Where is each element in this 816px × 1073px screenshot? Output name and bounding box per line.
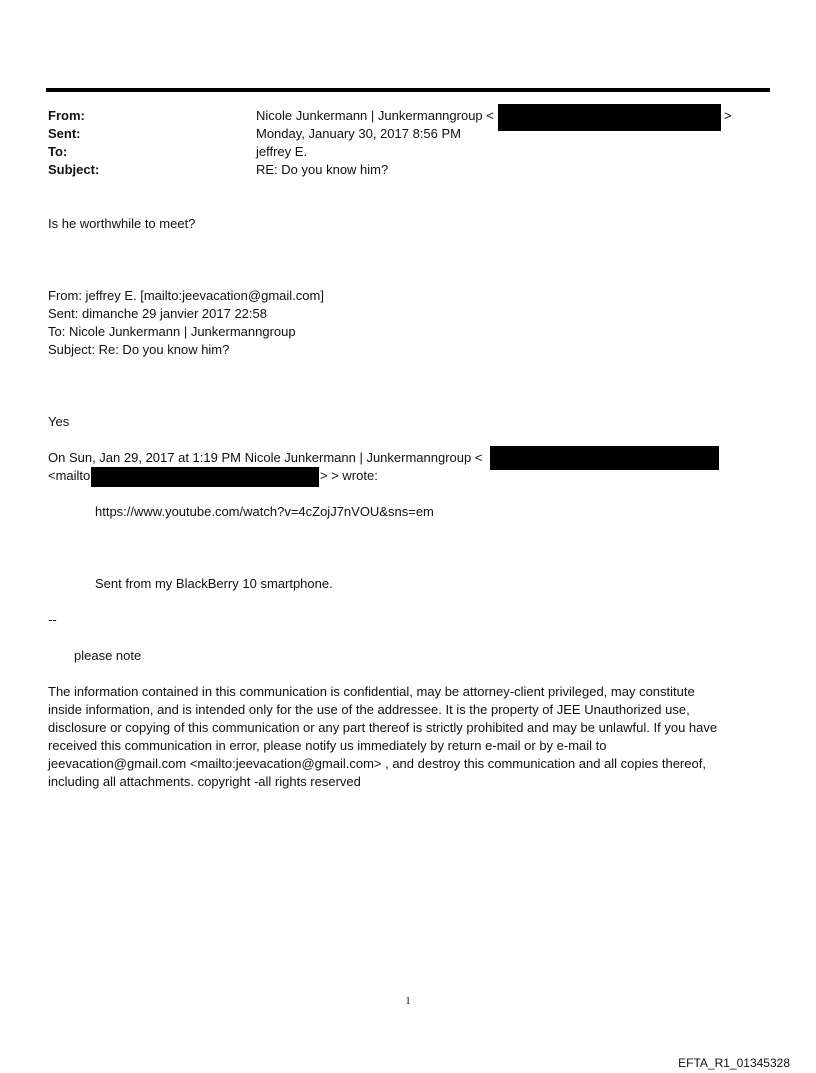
youtube-link[interactable]: https://www.youtube.com/watch?v=4cZojJ7nVOU&sns=em xyxy=(95,504,434,519)
disclaimer-line: inside information, and is intended only for the use of the addressee. It is the property of JEE Unauthorized use, xyxy=(48,702,690,717)
from-label: From: xyxy=(48,108,85,123)
separator: -- xyxy=(48,612,57,627)
to-label: To: xyxy=(48,144,68,159)
disclaimer xyxy=(48,683,768,791)
bates-number: EFTA_R1_01345328 xyxy=(678,1056,790,1070)
disclaimer-line: including all attachments. copyright -all rights reserved xyxy=(48,774,361,789)
attribution-line-2-start: <mailto xyxy=(48,468,91,483)
from-value-end: > xyxy=(724,108,732,123)
attribution-line-1: On Sun, Jan 29, 2017 at 1:19 PM Nicole Junkermann | Junkermanngroup < xyxy=(48,450,483,465)
page-number: 1 xyxy=(405,995,411,1007)
quoted-body: Yes xyxy=(48,414,70,429)
to-value: jeffrey E. xyxy=(256,144,308,159)
disclaimer-line: received this communication in error, please notify us immediately by return e-mail or by e-mail to xyxy=(48,738,607,753)
disclaimer-line: jeevacation@gmail.com <mailto:jeevacation@gmail.com> , and destroy this communication and all copies thereof, xyxy=(48,756,706,771)
subject-label: Subject: xyxy=(48,162,100,177)
subject-value: RE: Do you know him? xyxy=(256,162,389,177)
quoted-from-line: From: jeffrey E. [mailto:jeevacation@gmail.com] xyxy=(48,288,324,303)
redaction-box xyxy=(91,467,319,487)
quoted-subject-line: Subject: Re: Do you know him? xyxy=(48,342,230,357)
from-value: Nicole Junkermann | Junkermanngroup < xyxy=(256,108,494,123)
redaction-box xyxy=(490,446,719,470)
quoted-sent-line: Sent: dimanche 29 janvier 2017 22:58 xyxy=(48,306,267,321)
quoted-to-line: To: Nicole Junkermann | Junkermanngroup xyxy=(48,324,296,339)
please-note: please note xyxy=(74,648,142,663)
reply-body: Is he worthwhile to meet? xyxy=(48,216,196,231)
attribution-line-2-end: > > wrote: xyxy=(320,468,378,483)
disclaimer-line: disclosure or copying of this communication or any part thereof is strictly prohibited and may be unlawful. If you have xyxy=(48,720,718,735)
sent-value: Monday, January 30, 2017 8:56 PM xyxy=(256,126,461,141)
redaction-box xyxy=(498,104,721,131)
header-rule xyxy=(46,88,770,92)
sent-label: Sent: xyxy=(48,126,81,141)
disclaimer-line: The information contained in this communication is confidential, may be attorney-client privileged, may constitute xyxy=(48,684,695,699)
blackberry-signature: Sent from my BlackBerry 10 smartphone. xyxy=(95,576,333,591)
